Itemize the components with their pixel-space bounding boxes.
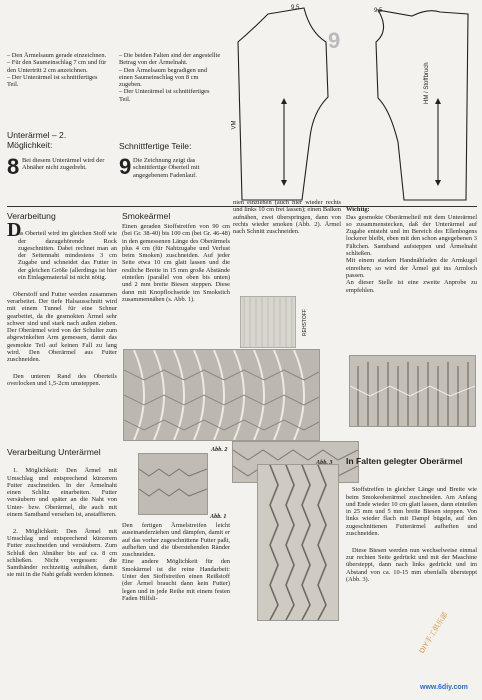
heading-unteraermel-2: Unterärmel – 2. Möglichkeit: xyxy=(7,130,67,150)
verarbeitung-para-3: Den unteren Rand des Oberteils overlocken und 1,5-2cm umsteppen. xyxy=(7,372,117,388)
falten-para-2: Diese Biesen werden nun wechselweise einmal zur rechten Seite gedrückt und mit der Maschine übersteppt, dann nach links gedrückt und im Abstand von ca. 10-15 mm ebenfalls übersteppt (Abb. 3). xyxy=(346,546,477,583)
fabric-swatch-photo xyxy=(240,296,296,348)
heading-in-falten-gelegter-oberaermel: In Falten gelegter Oberärmel xyxy=(346,456,463,466)
watermark-text: DIY手工俱乐部 xyxy=(418,611,450,655)
column-c-top-text: nien einziehen (auch hier wieder rechts und links 10 cm frei lassen); einen Balken aufnähen, zwei überspringen, dann von rechts wieder smoken (Abb. 2). Ärmel nach Schnitt zuschneiden. xyxy=(233,199,341,236)
unteraermel-para-2: 2. Möglichkeit: Den Ärmel mit Umschlag und entsprechend kürzerem Futter zuschneiden und versäubern. Zum Schluß den Abnäher bis auf ca. 8 cm schließen. Nicht vergessen: die Samtbänder rechtzeitig aufnähen, damit sie mit in die Naht gefaßt werden können. xyxy=(7,527,117,579)
step-number-9: 9 xyxy=(119,154,132,179)
falten-para-1: Stoffstreifen in gleicher Länge und Breite wie beim Smokeoberärmel zuschneiden. Am Anfang und Ende wieder 10 cm glatt lassen, dann einteilen in 25 mm und 5 mm breite Biesen steppen. Von links wieder flach mit Dampf bügeln, auf den zugeschnittenen Futterärmel aufheften und zuschneiden. xyxy=(346,486,477,538)
smocked-sleeve-photo-abb1 xyxy=(138,453,208,515)
heading-smokeaermel: Smokeärmel xyxy=(122,211,171,221)
unteraermel-para-1: 1. Möglichkeit: Den Ärmel mit Umschlag und entsprechend kürzerem Futter zuschneiden. In der Ärmelnaht einen Schlitz einarbeiten. Futter versäubern und später an die Naht von Unter- bzw. Oberärmel, die auch mit einem Samtband versehen ist, anstaffieren. xyxy=(7,467,117,519)
wichtig-text xyxy=(346,199,477,294)
heading-schnittfertige-teile: Schnittfertige Teile: xyxy=(119,141,192,151)
label-hm-stoffbruch: HM / Stoffbruch xyxy=(424,62,430,104)
step-8-text: Bei diesem Unterärmel wird der Abnäher nicht zugedreht. xyxy=(22,157,105,172)
step-9-text: Die Zeichnung zeigt das schnittfertige Oberteil mit angegebenem Fadenlauf. xyxy=(133,157,200,179)
heading-verarbeitung-unteraermel: Verarbeitung Unterärmel xyxy=(7,447,101,457)
falten-text xyxy=(346,479,477,592)
wichtig-label: Wichtig: xyxy=(346,206,370,214)
measure-label-b: 9,5 xyxy=(374,8,383,14)
heading-verarbeitung: Verarbeitung xyxy=(7,211,56,221)
verarbeitung-text xyxy=(7,223,117,397)
wichtig-body: Das gesmokte Oberärmelteil mit dem Unterärmel so zusammenstecken, daß der Unterärmel auf Zugabe entsteht und im Bereich des Ellenbogens lockerer bleibt, eben mit den schon angegebenen 3 Fältchen. Samtband aufsteppen und Ärmelnaht schließen. Mit einem starken Handnähfaden die Armkugel einreihen; so wird der Ärmel gut ins Armloch passen. An dieser Stelle ist eine zweite Anprobe zu empfehlen. xyxy=(346,213,477,294)
diagram-big-number: 9 xyxy=(328,28,341,53)
step-number-8: 8 xyxy=(7,154,20,179)
verarbeitung-para-1: as Oberteil wird im gleichen Stoff wie der dazugehörende Rock zugeschnitten. Dabei rechnet man an der Seitennaht mindestens 3 cm Zugabe und schneidet das Futter in der gleichen Größe (allerdings ist hier ein Einlagematerial ist nicht nötig. xyxy=(18,230,117,282)
watermark-logo xyxy=(417,610,450,655)
pleated-photo-abb3 xyxy=(257,464,339,621)
pattern-diagram xyxy=(228,2,478,207)
top-text-col1: – Den Ärmelsaum gerade einzeichnen. – Für den Saumeinschlag 7 cm und für den Untertritt 2 cm anzeichnen. – Der Unterärmel ist schnittfertiges Teil. xyxy=(7,52,107,89)
caption-abb1: Abb. 1 xyxy=(210,513,227,520)
smocking-photo-right xyxy=(349,355,476,427)
watermark-url: www.6diy.com xyxy=(420,684,468,691)
unteraermel-text xyxy=(7,460,117,588)
rehstoff-label: REHSTOFF xyxy=(302,309,308,336)
smocking-photo-main xyxy=(123,349,320,441)
dropcap-d: D xyxy=(7,219,22,241)
verarbeitung-para-2: Oberstoff und Futter werden zusammen verarbeitet. Der tiefe Halsausschnitt wird mit einem Tunnel für eine Schnur gearbeitet, da die gesmokten Ärmel sehr schwer sind und stark nach außen ziehen. Der Oberärmel wird von der Schulter zum abgewinkelten Arm gemessen, damit das gesmokte Teil auf keinen Fall zu lang wird. Den Oberärmel aus Futter zuschneiden. xyxy=(7,290,117,364)
measure-label-a: 9,5 xyxy=(291,5,300,11)
top-text-col2: – Die beiden Falten sind der angestellte Betrag von der Ärmelnaht. – Den Ärmelsaum begradigen und einen Saumeinschlag von 8 cm zugeben. – Der Unterärmel ist schnittfertiges Teil. xyxy=(119,52,221,103)
label-vm: VM xyxy=(231,120,238,130)
smokeaermel-bottom-text: Den fertigen Ärmelstreifen leicht auseinanderziehen und dämpfen, damit er auf das vorher zugeschnittene Futter paßt, aufheften und die überstehenden Ränder zuschneiden. Eine andere Möglichkeit für den Smokärmel ist die reine Handarbeit: Unter den Stoffstreifen einen Reißstoff (der Ärmel braucht dann kein Futter) legen und in jede Reihe mit einem festen Faden Hilfsli- xyxy=(122,522,230,602)
smokeaermel-text: Einen geraden Stoffstreifen von 90 cm (bei Gr. 38-40) bis 100 cm (bei Gr. 46-48) in den gemessenen Länge des Oberärmels plus 4 cm (für Nahtzugabe und Verlust beim Smoken) zuschneiden. Auf jeder Seite etwa 10 cm glatt lassen und die restliche Breite in 15 mm große Abstände einteilen (parallel von oben bis unten) und 2 mm breite Biesen steppen. Diese dann mit Knopflochseide im Smokstich zusammennähen (s. Abb. 1). xyxy=(122,223,230,303)
caption-abb2: Abb. 2 xyxy=(211,446,228,453)
caption-abb3: Abb. 3 xyxy=(316,459,333,466)
